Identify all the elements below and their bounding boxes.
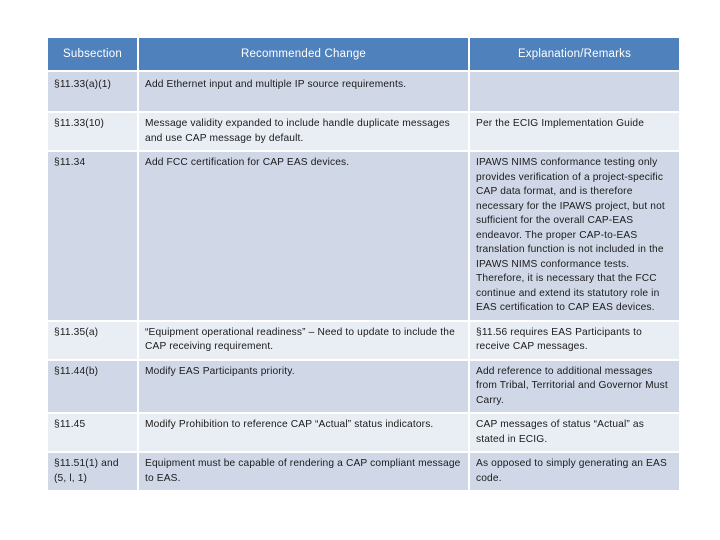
cell-change: Message validity expanded to include handle duplicate messages and use CAP message by default.	[139, 113, 468, 150]
cell-subsection: §11.33(a)(1)	[48, 72, 137, 111]
cell-change: Modify Prohibition to reference CAP “Actual” status indicators.	[139, 414, 468, 451]
header-subsection: Subsection	[48, 38, 137, 70]
cell-subsection: §11.33(10)	[48, 113, 137, 150]
cell-subsection: §11.35(a)	[48, 322, 137, 359]
table-row	[48, 72, 679, 111]
cell-change: Modify EAS Participants priority.	[139, 361, 468, 413]
cell-subsection: §11.51(1) and (5, l, 1)	[48, 453, 137, 490]
table-row	[48, 361, 679, 413]
cell-change: Add Ethernet input and multiple IP source requirements.	[139, 72, 468, 111]
table-row	[48, 113, 679, 150]
cell-remarks: As opposed to simply generating an EAS code.	[470, 453, 679, 490]
cell-remarks: §11.56 requires EAS Participants to receive CAP messages.	[470, 322, 679, 359]
recommendations-table-container	[46, 36, 679, 492]
cell-remarks: IPAWS NIMS conformance testing only provides verification of a project-specific CAP data format, and is therefore necessary for the IPAWS project, but not sufficient for the overall CAP-EAS endeavor. The proper CAP-to-EAS translation function is not included in the IPAWS NIMS conformance tests. Therefore, it is necessary that the FCC continue and extend its statutory role in EAS certification to CAP EAS devices.	[470, 152, 679, 320]
cell-subsection: §11.44(b)	[48, 361, 137, 413]
cell-change: “Equipment operational readiness” – Need to update to include the CAP receiving requirement.	[139, 322, 468, 359]
cell-remarks: CAP messages of status “Actual” as stated in ECIG.	[470, 414, 679, 451]
header-recommended-change: Recommended Change	[139, 38, 468, 70]
recommendations-table	[46, 36, 681, 492]
cell-change: Add FCC certification for CAP EAS devices.	[139, 152, 468, 320]
cell-remarks: Per the ECIG Implementation Guide	[470, 113, 679, 150]
cell-change: Equipment must be capable of rendering a CAP compliant message to EAS.	[139, 453, 468, 490]
table-row	[48, 414, 679, 451]
table-row	[48, 453, 679, 490]
table-row	[48, 152, 679, 320]
header-explanation-remarks: Explanation/Remarks	[470, 38, 679, 70]
cell-subsection: §11.45	[48, 414, 137, 451]
cell-remarks: Add reference to additional messages from Tribal, Territorial and Governor Must Carry.	[470, 361, 679, 413]
table-header-row	[48, 38, 679, 70]
cell-remarks	[470, 72, 679, 111]
cell-subsection: §11.34	[48, 152, 137, 320]
table-row	[48, 322, 679, 359]
